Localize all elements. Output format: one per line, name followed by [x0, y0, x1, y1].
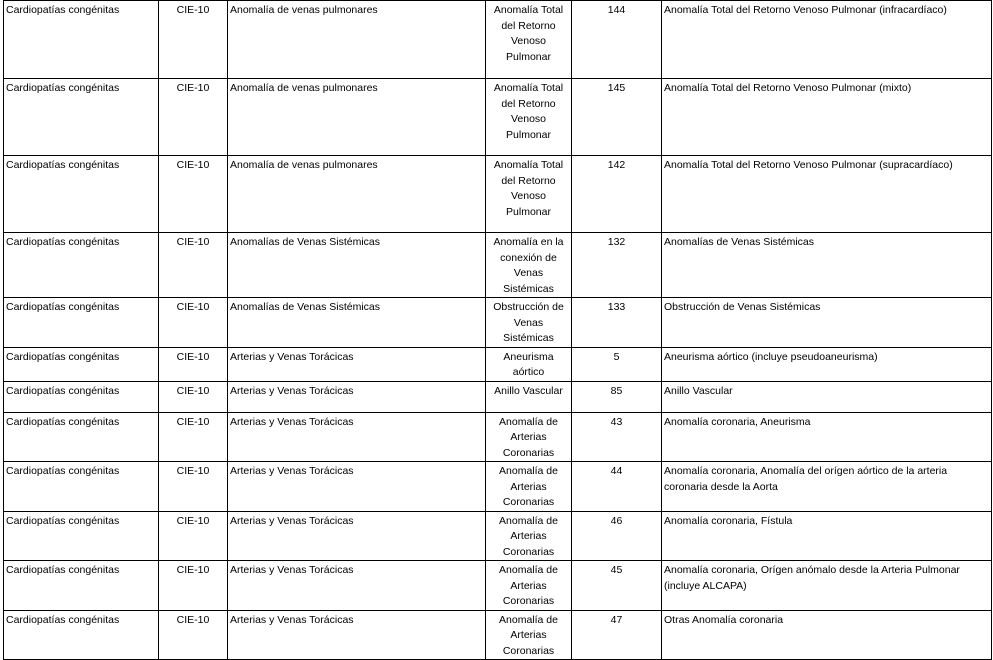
group-cell: Anomalías de Venas Sistémicas: [228, 233, 486, 298]
group-cell: Arterias y Venas Torácicas: [228, 462, 486, 512]
group-cell: Anomalía de venas pulmonares: [228, 156, 486, 233]
table-row: [4, 233, 992, 298]
description-cell: Anomalía coronaria, Aneurisma: [662, 412, 992, 462]
table-row: [4, 610, 992, 660]
code-system-cell: CIE-10: [159, 347, 228, 381]
code-system-cell: CIE-10: [159, 610, 228, 660]
code-cell: 45: [572, 561, 662, 611]
code-system-cell: CIE-10: [159, 1, 228, 79]
category-cell: Cardiopatías congénitas: [4, 156, 159, 233]
subgroup-cell: Anomalía de Arterias Coronarias: [486, 511, 572, 561]
table-row: [4, 156, 992, 233]
code-system-cell: CIE-10: [159, 298, 228, 348]
table-row: [4, 511, 992, 561]
category-cell: Cardiopatías congénitas: [4, 233, 159, 298]
table-row: [4, 347, 992, 381]
description-cell: Anomalías de Venas Sistémicas: [662, 233, 992, 298]
code-cell: 133: [572, 298, 662, 348]
group-cell: Arterias y Venas Torácicas: [228, 412, 486, 462]
description-cell: Anomalía coronaria, Orígen anómalo desde la Arteria Pulmonar (incluye ALCAPA): [662, 561, 992, 611]
code-cell: 145: [572, 79, 662, 156]
description-cell: Anomalía coronaria, Fístula: [662, 511, 992, 561]
category-cell: Cardiopatías congénitas: [4, 1, 159, 79]
description-cell: Anomalía Total del Retorno Venoso Pulmonar (mixto): [662, 79, 992, 156]
code-cell: 47: [572, 610, 662, 660]
table-row: [4, 298, 992, 348]
category-cell: Cardiopatías congénitas: [4, 610, 159, 660]
code-system-cell: CIE-10: [159, 412, 228, 462]
description-cell: Otras Anomalía coronaria: [662, 610, 992, 660]
category-cell: Cardiopatías congénitas: [4, 561, 159, 611]
category-cell: Cardiopatías congénitas: [4, 79, 159, 156]
description-cell: Anillo Vascular: [662, 381, 992, 412]
category-cell: Cardiopatías congénitas: [4, 462, 159, 512]
code-cell: 5: [572, 347, 662, 381]
code-cell: 144: [572, 1, 662, 79]
table-row: [4, 462, 992, 512]
table-row: [4, 79, 992, 156]
subgroup-cell: Anomalía de Arterias Coronarias: [486, 561, 572, 611]
category-cell: Cardiopatías congénitas: [4, 412, 159, 462]
description-cell: Anomalía Total del Retorno Venoso Pulmonar (infracardíaco): [662, 1, 992, 79]
subgroup-cell: Anomalía de Arterias Coronarias: [486, 610, 572, 660]
code-cell: 85: [572, 381, 662, 412]
description-cell: Anomalía Total del Retorno Venoso Pulmonar (supracardíaco): [662, 156, 992, 233]
table-row: [4, 561, 992, 611]
code-system-cell: CIE-10: [159, 511, 228, 561]
code-cell: 46: [572, 511, 662, 561]
code-system-cell: CIE-10: [159, 381, 228, 412]
group-cell: Arterias y Venas Torácicas: [228, 347, 486, 381]
group-cell: Arterias y Venas Torácicas: [228, 381, 486, 412]
code-cell: 43: [572, 412, 662, 462]
group-cell: Arterias y Venas Torácicas: [228, 610, 486, 660]
table-row: [4, 412, 992, 462]
code-cell: 142: [572, 156, 662, 233]
category-cell: Cardiopatías congénitas: [4, 381, 159, 412]
table-row: [4, 1, 992, 79]
code-system-cell: CIE-10: [159, 561, 228, 611]
category-cell: Cardiopatías congénitas: [4, 298, 159, 348]
code-cell: 44: [572, 462, 662, 512]
table-row: [4, 381, 992, 412]
diagnosis-table: [3, 0, 992, 660]
code-system-cell: CIE-10: [159, 233, 228, 298]
group-cell: Anomalía de venas pulmonares: [228, 79, 486, 156]
subgroup-cell: Anomalía Total del Retorno Venoso Pulmonar: [486, 156, 572, 233]
group-cell: Arterias y Venas Torácicas: [228, 561, 486, 611]
description-cell: Aneurisma aórtico (incluye pseudoaneurisma): [662, 347, 992, 381]
code-system-cell: CIE-10: [159, 462, 228, 512]
group-cell: Anomalía de venas pulmonares: [228, 1, 486, 79]
subgroup-cell: Anomalía en la conexión de Venas Sistémicas: [486, 233, 572, 298]
subgroup-cell: Anillo Vascular: [486, 381, 572, 412]
group-cell: Arterias y Venas Torácicas: [228, 511, 486, 561]
category-cell: Cardiopatías congénitas: [4, 347, 159, 381]
subgroup-cell: Anomalía Total del Retorno Venoso Pulmonar: [486, 1, 572, 79]
group-cell: Anomalías de Venas Sistémicas: [228, 298, 486, 348]
description-cell: Anomalía coronaria, Anomalía del orígen aórtico de la arteria coronaria desde la Aorta: [662, 462, 992, 512]
category-cell: Cardiopatías congénitas: [4, 511, 159, 561]
description-cell: Obstrucción de Venas Sistémicas: [662, 298, 992, 348]
code-cell: 132: [572, 233, 662, 298]
subgroup-cell: Obstrucción de Venas Sistémicas: [486, 298, 572, 348]
subgroup-cell: Aneurisma aórtico: [486, 347, 572, 381]
code-system-cell: CIE-10: [159, 156, 228, 233]
subgroup-cell: Anomalía de Arterias Coronarias: [486, 462, 572, 512]
subgroup-cell: Anomalía Total del Retorno Venoso Pulmonar: [486, 79, 572, 156]
subgroup-cell: Anomalía de Arterias Coronarias: [486, 412, 572, 462]
code-system-cell: CIE-10: [159, 79, 228, 156]
